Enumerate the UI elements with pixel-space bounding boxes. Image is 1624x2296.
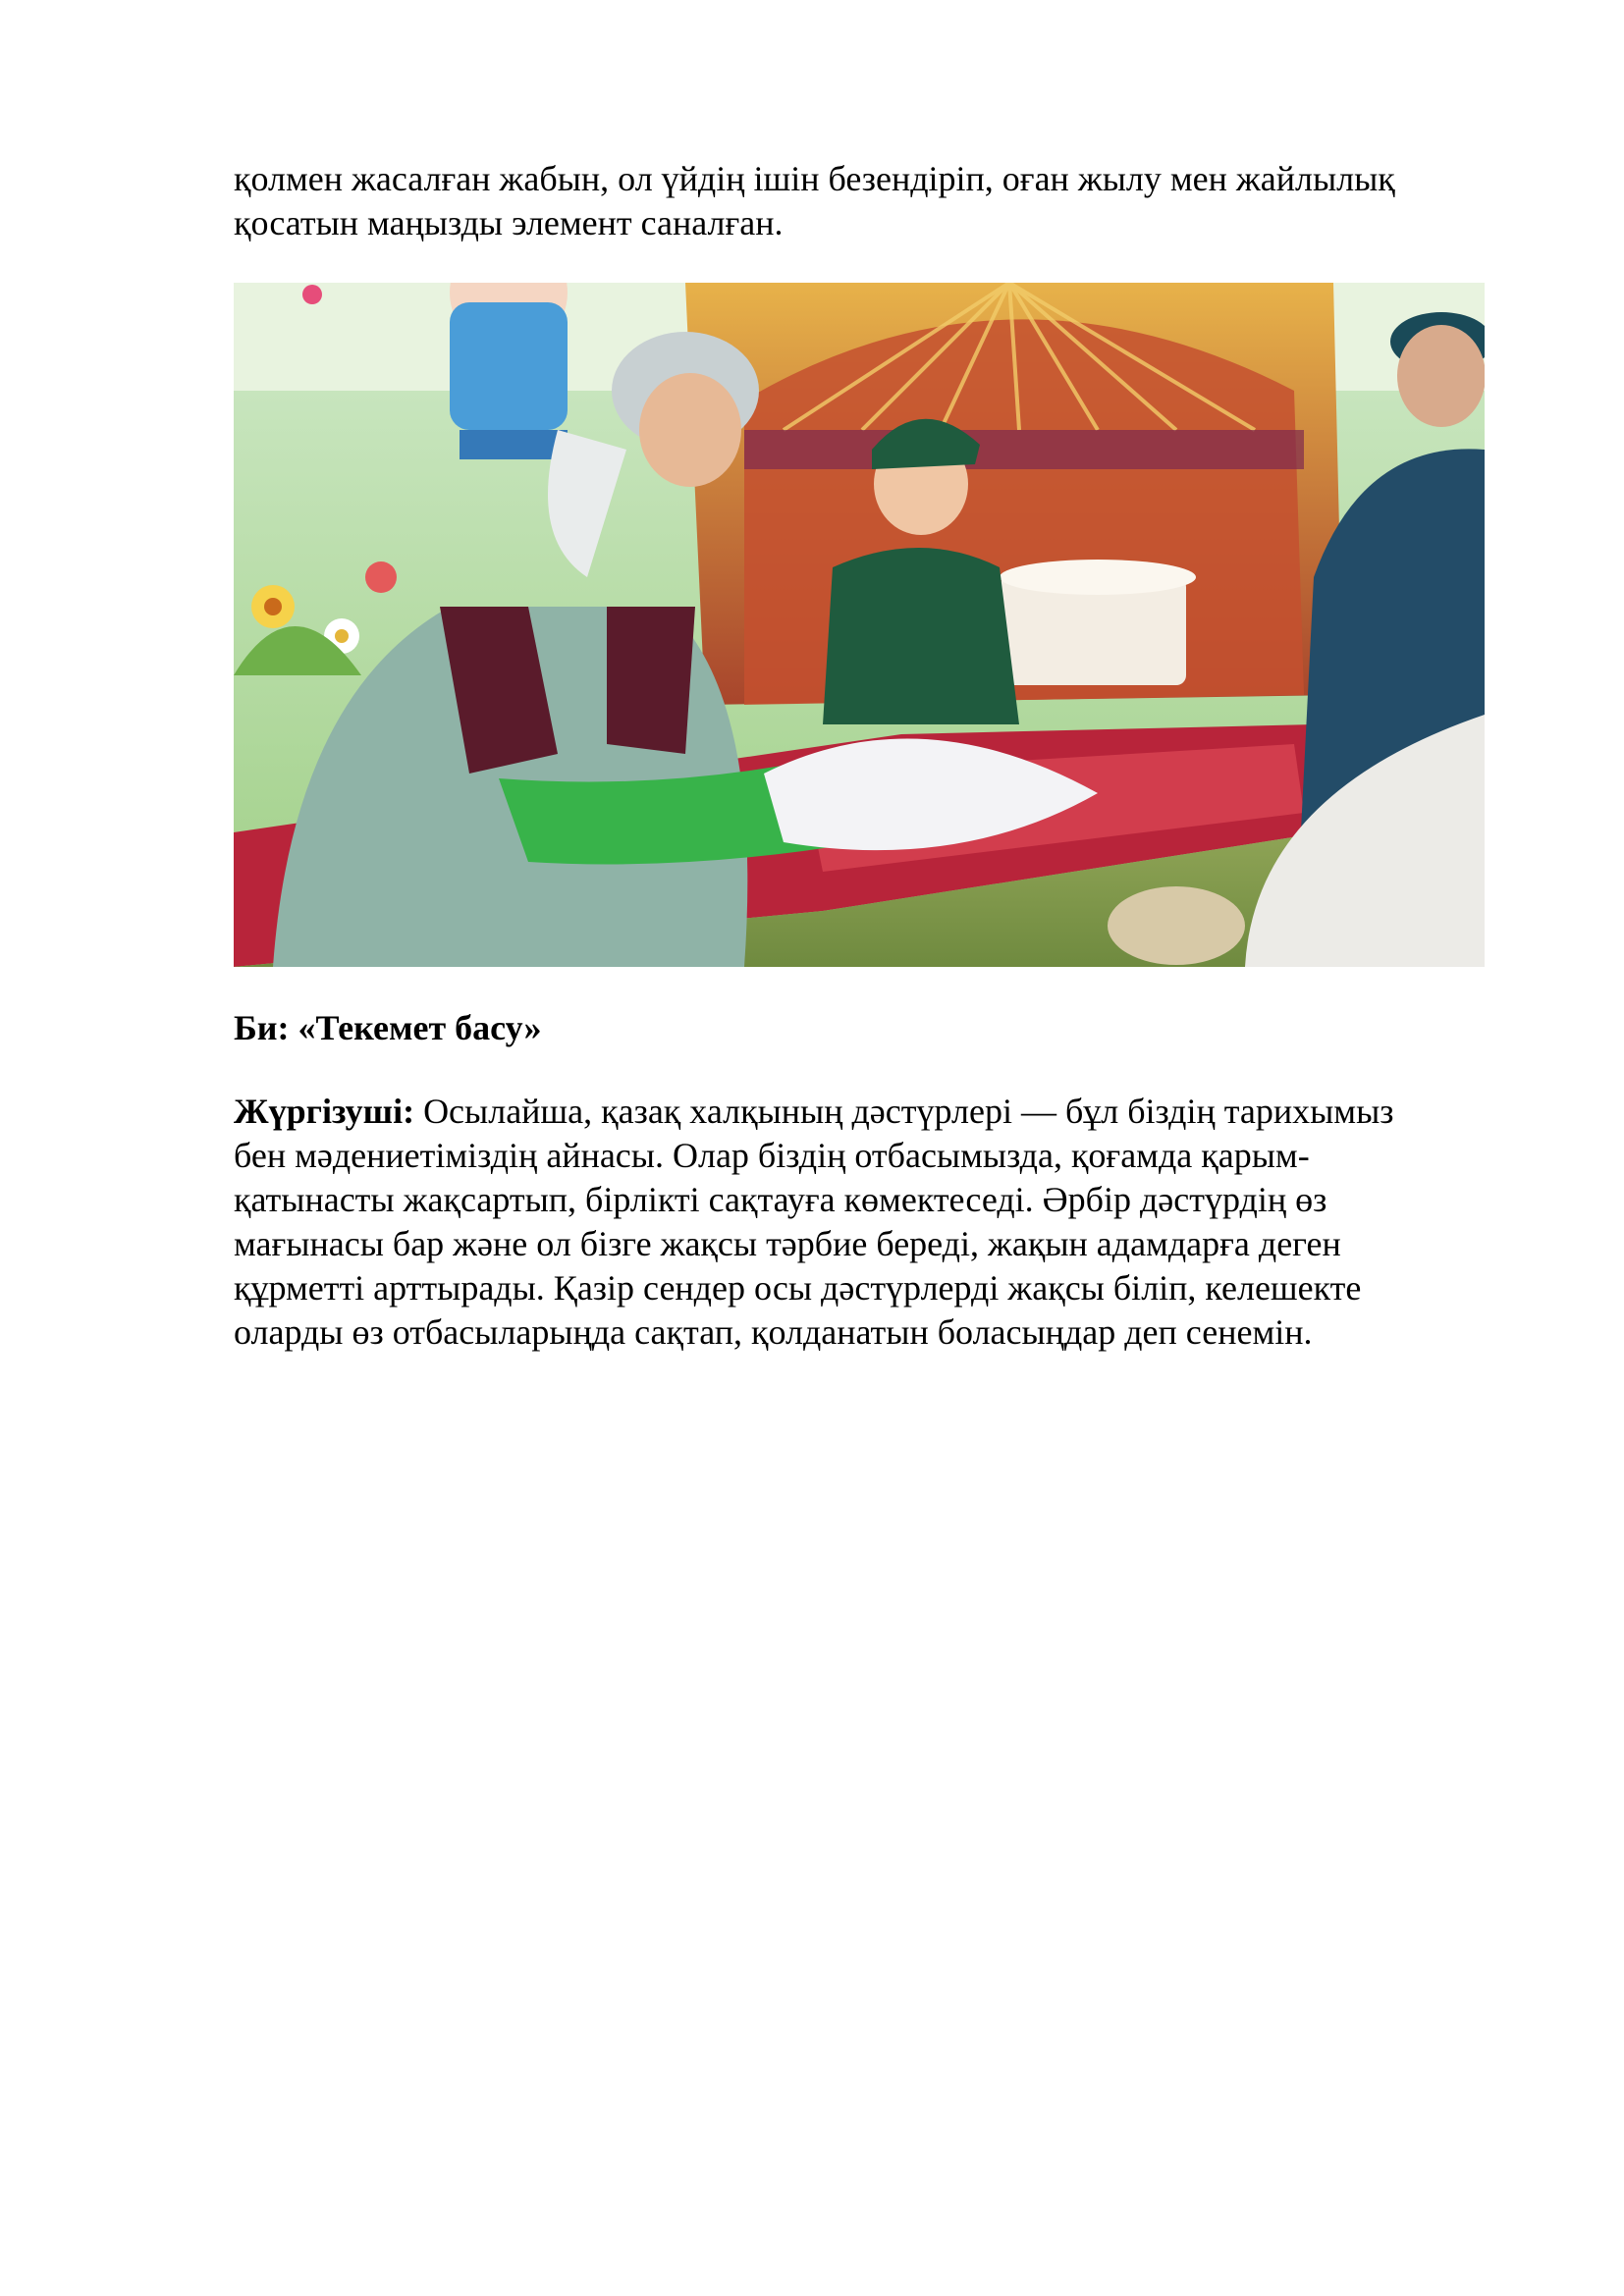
host-line: оларды өз отбасыларыңда сақтап, қолданатын боласыңдар деп сенемін. <box>234 1312 1313 1352</box>
intro-line: қосатын маңызды элемент саналған. <box>234 203 784 242</box>
kazakh-tradition-photo <box>234 283 1485 967</box>
host-label: Жүргізуші: <box>234 1092 415 1131</box>
host-line-text: Осылайша, қазақ халқының дәстүрлері — бұл біздің тарихымыз <box>414 1092 1394 1131</box>
host-line-first <box>234 1090 1510 1134</box>
intro-line: қолмен жасалған жабын, ол үйдің ішін безендіріп, оған жылу мен жайлылық <box>234 159 1395 198</box>
host-line: қатынасты жақсартып, бірлікті сақтауға көмектеседі. Әрбір дәстүрдің өз <box>234 1180 1327 1219</box>
host-line: бен мәдениетіміздің айнасы. Олар біздің отбасымызда, қоғамда қарым- <box>234 1136 1310 1175</box>
dance-heading <box>234 1006 1510 1050</box>
dance-heading-text: Би: «Текемет басу» <box>234 1008 542 1047</box>
intro-paragraph <box>234 157 1510 245</box>
host-line: мағынасы бар және ол бізге жақсы тәрбие береді, жақын адамдарға деген <box>234 1224 1341 1263</box>
host-paragraph <box>234 1090 1510 1355</box>
host-line: құрметті арттырады. Қазір сендер осы дәстүрлерді жақсы біліп, келешекте <box>234 1268 1362 1308</box>
